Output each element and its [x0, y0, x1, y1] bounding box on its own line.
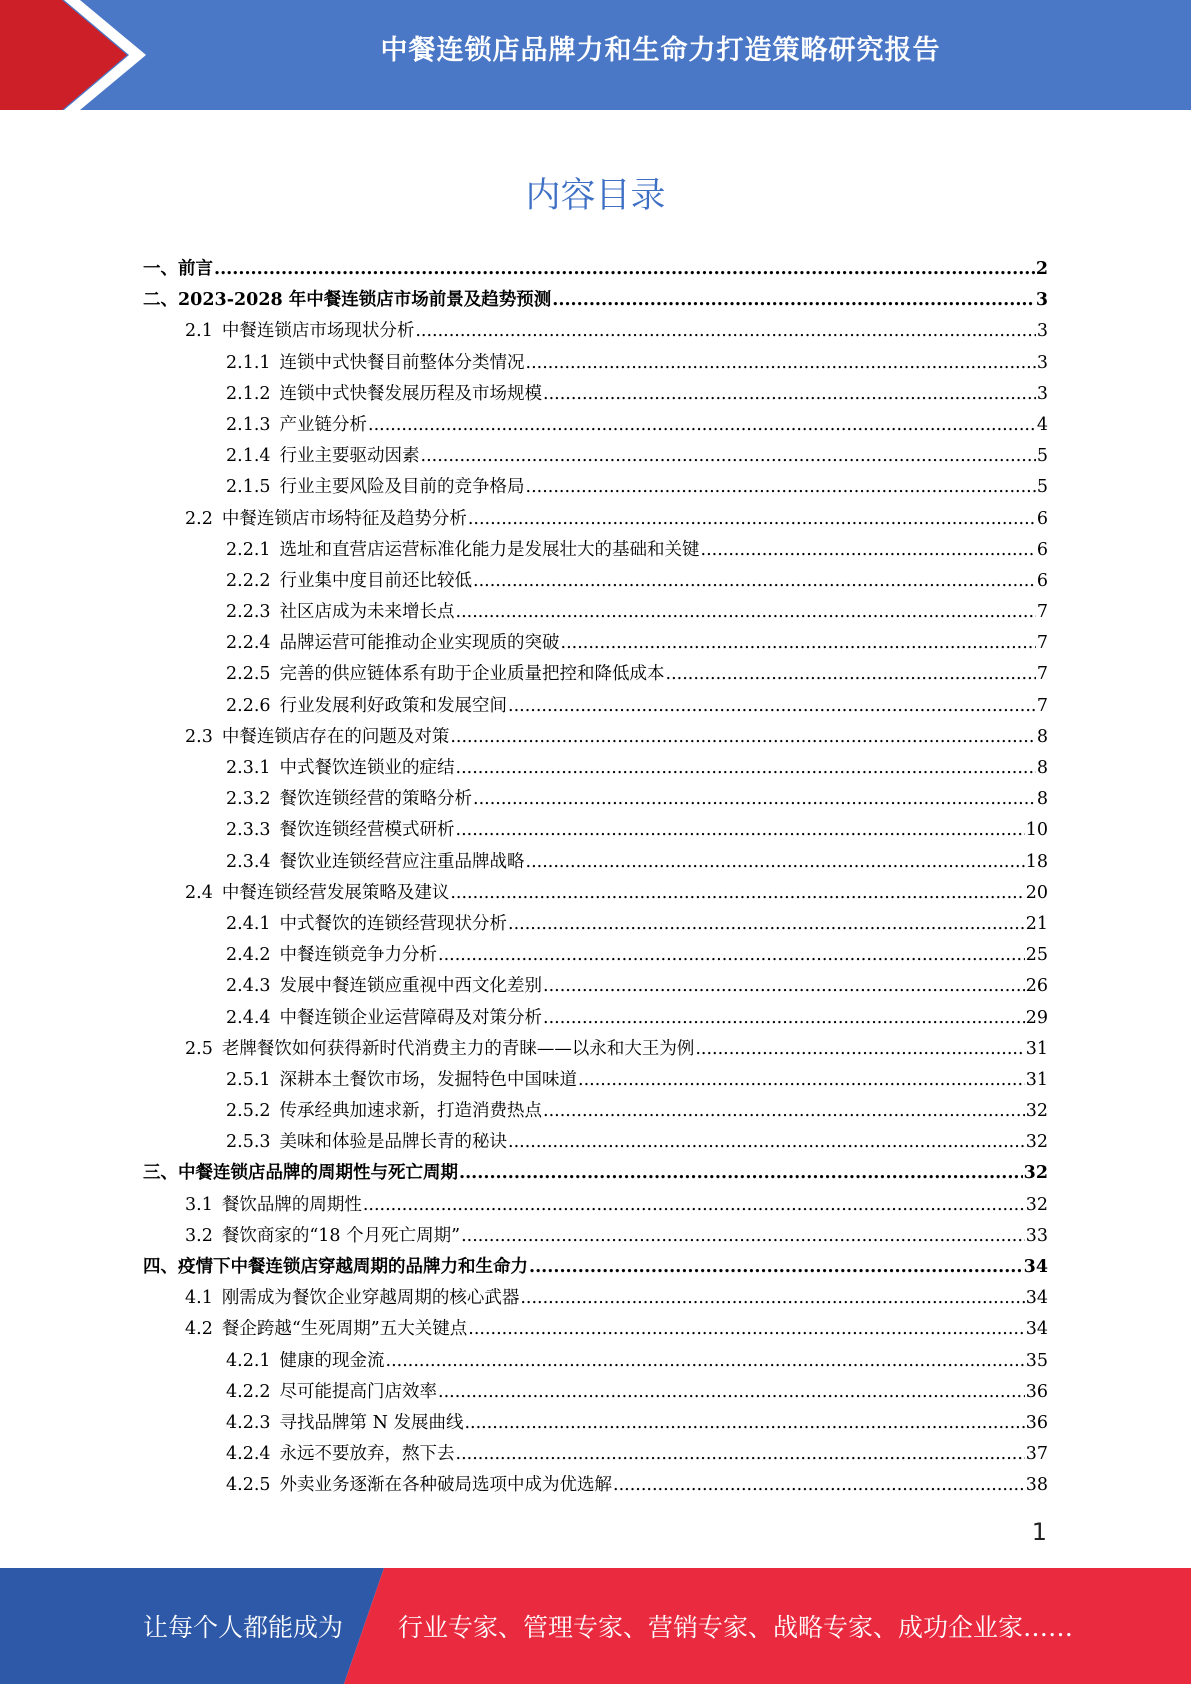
- toc-entry-page: 29: [1025, 1007, 1048, 1028]
- toc-entry-title: 品牌运营可能推动企业实现质的突破: [279, 633, 560, 654]
- toc-entry-number: 2.1: [185, 321, 213, 342]
- toc-dot-leader: [421, 441, 1036, 472]
- toc-entry[interactable]: [143, 504, 1048, 535]
- toc-entry-title: 永远不要放弃，熬下去: [279, 1444, 455, 1465]
- toc-entry[interactable]: [143, 1408, 1048, 1439]
- toc-entry-page: 31: [1025, 1038, 1048, 1059]
- toc-entry[interactable]: [143, 878, 1048, 909]
- toc-dot-leader: [543, 379, 1036, 410]
- toc-dot-leader: [666, 659, 1036, 690]
- toc-entry-number: 2.2.1: [226, 539, 271, 560]
- toc-dot-leader: [508, 909, 1025, 940]
- toc-entry[interactable]: [143, 1346, 1048, 1377]
- toc-entry[interactable]: [143, 628, 1048, 659]
- toc-entry-number: 4.2: [185, 1319, 213, 1340]
- toc-entry-page: 35: [1025, 1350, 1048, 1371]
- toc-dot-leader: [450, 878, 1024, 909]
- toc-entry-title: 2023-2028 年中餐连锁店市场前景及趋势预测: [178, 290, 552, 311]
- toc-entry-number: 三、: [143, 1163, 178, 1184]
- toc-entry-title: 中餐连锁店市场特征及趋势分析: [221, 508, 467, 529]
- toc-entry-title: 中式餐饮连锁业的症结: [279, 758, 455, 778]
- toc-dot-leader: [456, 815, 1025, 846]
- toc-entry[interactable]: [143, 254, 1048, 285]
- toc-dot-leader: [456, 597, 1036, 628]
- toc-entry[interactable]: [143, 1283, 1048, 1314]
- toc-dot-leader: [438, 940, 1025, 971]
- toc-entry[interactable]: [143, 1065, 1048, 1096]
- toc-entry[interactable]: [143, 1003, 1048, 1034]
- toc-entry-page: 32: [1025, 1132, 1048, 1153]
- toc-entry[interactable]: [143, 971, 1048, 1002]
- header-arrow-decoration: [0, 0, 200, 110]
- toc-dot-leader: [695, 1034, 1024, 1065]
- toc-entry[interactable]: [143, 1034, 1048, 1065]
- toc-entry-title: 行业发展利好政策和发展空间: [279, 695, 508, 716]
- toc-entry-number: 4.2.2: [226, 1381, 271, 1402]
- toc-entry-page: 7: [1036, 664, 1048, 685]
- toc-dot-leader: [468, 504, 1036, 535]
- toc-entry-number: 2.3.2: [226, 789, 271, 810]
- toc-dot-leader: [438, 1377, 1025, 1408]
- toc-dot-leader: [456, 753, 1036, 784]
- report-title: 中餐连锁店品牌力和生命力打造策略研究报告: [380, 35, 941, 66]
- toc-entry-page: 31: [1025, 1069, 1048, 1090]
- toc-entry-number: 2.1.5: [226, 477, 271, 498]
- toc-entry[interactable]: [143, 535, 1048, 566]
- toc-entry-number: 4.2.4: [226, 1444, 271, 1465]
- toc-entry-number: 2.5: [185, 1038, 213, 1059]
- toc-entry-page: 8: [1036, 789, 1048, 810]
- toc-entry-page: 36: [1025, 1381, 1048, 1402]
- toc-entry-number: 4.2.1: [226, 1350, 271, 1371]
- toc-entry-number: 2.5.3: [226, 1132, 271, 1153]
- toc-dot-leader: [459, 1158, 1023, 1189]
- toc-dot-leader: [368, 410, 1036, 441]
- toc-entry[interactable]: [143, 1158, 1048, 1189]
- toc-entry[interactable]: [143, 847, 1048, 878]
- toc-dot-leader: [543, 971, 1025, 1002]
- toc-entry-number: 2.2: [185, 508, 213, 529]
- toc-entry[interactable]: [143, 1377, 1048, 1408]
- toc-entry-number: 2.3: [185, 726, 213, 747]
- toc-entry-number: 2.2.4: [226, 633, 271, 654]
- toc-entry[interactable]: [143, 1190, 1048, 1221]
- page-footer: [0, 1568, 1191, 1684]
- toc-entry[interactable]: [143, 1096, 1048, 1127]
- toc-entry-title: 产业链分析: [279, 414, 368, 435]
- toc-entry-page: 37: [1025, 1444, 1048, 1465]
- toc-entry[interactable]: [143, 784, 1048, 815]
- toc-entry-title: 中餐连锁企业运营障碍及对策分析: [279, 1007, 543, 1028]
- toc-entry-page: 7: [1036, 695, 1048, 716]
- toc-entry-title: 餐饮连锁经营的策略分析: [279, 789, 473, 810]
- footer-slogan-right: 行业专家、管理专家、营销专家、战略专家、成功企业家……: [398, 1613, 1074, 1642]
- toc-dot-leader: [552, 285, 1035, 316]
- toc-entry[interactable]: [143, 348, 1048, 379]
- toc-entry-page: 4: [1036, 414, 1048, 435]
- toc-entry-page: 34: [1025, 1319, 1048, 1340]
- toc-dot-leader: [526, 847, 1025, 878]
- toc-entry[interactable]: [143, 316, 1048, 347]
- toc-entry-title: 中餐连锁经营发展策略及建议: [221, 882, 450, 903]
- toc-dot-leader: [701, 535, 1036, 566]
- toc-entry-page: 6: [1036, 508, 1048, 529]
- toc-entry-title: 健康的现金流: [279, 1350, 385, 1371]
- toc-entry-page: 8: [1036, 758, 1048, 778]
- toc-entry-title: 连锁中式快餐发展历程及市场规模: [279, 383, 543, 404]
- toc-entry-number: 2.3.4: [226, 851, 271, 872]
- toc-entry-title: 行业主要驱动因素: [279, 446, 420, 467]
- toc-dot-leader: [543, 1096, 1025, 1127]
- toc-entry-number: 2.5.1: [226, 1069, 271, 1090]
- toc-entry-number: 2.1.4: [226, 446, 271, 467]
- toc-entry-title: 刚需成为餐饮企业穿越周期的核心武器: [221, 1288, 520, 1309]
- toc-entry-number: 2.1.1: [226, 352, 271, 373]
- toc-entry-number: 2.4: [185, 882, 213, 903]
- toc-entry[interactable]: [143, 1314, 1048, 1345]
- toc-entry-page: 10: [1025, 820, 1048, 841]
- toc-entry-page: 2: [1035, 259, 1048, 279]
- toc-entry-number: 2.1.2: [226, 383, 271, 404]
- toc-entry[interactable]: [143, 753, 1048, 784]
- table-of-contents: [143, 254, 1048, 1502]
- toc-dot-leader: [461, 1221, 1025, 1252]
- toc-entry-title: 连锁中式快餐目前整体分类情况: [279, 352, 525, 373]
- toc-entry-title: 行业主要风险及目前的竞争格局: [279, 477, 525, 498]
- toc-entry-number: 4.1: [185, 1288, 213, 1309]
- toc-entry[interactable]: [143, 410, 1048, 441]
- toc-entry-number: 2.2.5: [226, 664, 271, 685]
- toc-entry[interactable]: [143, 1221, 1048, 1252]
- toc-entry-title: 外卖业务逐渐在各种破局选项中成为优选解: [279, 1475, 613, 1496]
- toc-entry-number: 2.3.1: [226, 758, 271, 778]
- page-number: 1: [1031, 1518, 1047, 1546]
- toc-entry-page: 32: [1025, 1101, 1048, 1122]
- toc-dot-leader: [468, 1314, 1024, 1345]
- toc-entry-title: 完善的供应链体系有助于企业质量把控和降低成本: [279, 664, 665, 685]
- toc-entry-title: 中餐连锁店存在的问题及对策: [221, 726, 450, 747]
- toc-entry-title: 疫情下中餐连锁店穿越周期的品牌力和生命力: [178, 1257, 528, 1277]
- toc-entry[interactable]: [143, 597, 1048, 628]
- toc-entry[interactable]: [143, 1439, 1048, 1470]
- toc-entry[interactable]: [143, 815, 1048, 846]
- toc-dot-leader: [415, 316, 1036, 347]
- toc-entry-number: 2.2.3: [226, 602, 271, 623]
- toc-entry-number: 2.2.6: [226, 695, 271, 716]
- toc-entry-number: 2.4.3: [226, 976, 271, 997]
- toc-entry-title: 传承经典加速求新，打造消费热点: [279, 1101, 543, 1122]
- toc-entry-number: 3.2: [185, 1225, 213, 1246]
- toc-entry-page: 3: [1035, 290, 1048, 311]
- toc-entry-page: 3: [1036, 352, 1048, 373]
- toc-entry[interactable]: [143, 659, 1048, 690]
- toc-dot-leader: [450, 722, 1036, 753]
- toc-entry-page: 34: [1023, 1257, 1048, 1277]
- toc-entry-title: 餐饮连锁经营模式研析: [279, 820, 455, 841]
- toc-dot-leader: [520, 1283, 1024, 1314]
- toc-entry-title: 中式餐饮的连锁经营现状分析: [279, 913, 508, 934]
- toc-entry-title: 餐饮品牌的周期性: [221, 1194, 362, 1215]
- toc-dot-leader: [561, 628, 1036, 659]
- toc-entry-title: 选址和直营店运营标准化能力是发展壮大的基础和关键: [279, 539, 700, 560]
- toc-entry-number: 2.4.2: [226, 945, 271, 966]
- toc-dot-leader: [363, 1190, 1025, 1221]
- toc-dot-leader: [456, 1439, 1025, 1470]
- toc-entry[interactable]: [143, 722, 1048, 753]
- toc-entry-page: 36: [1025, 1412, 1048, 1433]
- toc-entry-page: 6: [1036, 539, 1048, 560]
- toc-entry-title: 行业集中度目前还比较低: [279, 570, 473, 591]
- toc-dot-leader: [543, 1003, 1025, 1034]
- toc-entry-number: 2.1.3: [226, 414, 271, 435]
- toc-entry[interactable]: [143, 441, 1048, 472]
- toc-entry-title: 老牌餐饮如何获得新时代消费主力的青睐——以永和大王为例: [221, 1038, 695, 1059]
- toc-entry-title: 中餐连锁店品牌的周期性与死亡周期: [178, 1163, 458, 1184]
- toc-entry-title: 社区店成为未来增长点: [279, 602, 455, 623]
- toc-entry-page: 21: [1025, 913, 1048, 934]
- toc-entry-title: 发展中餐连锁应重视中西文化差别: [279, 976, 543, 997]
- toc-entry-page: 8: [1036, 726, 1048, 747]
- toc-entry[interactable]: [143, 379, 1048, 410]
- toc-entry-title: 餐饮商家的“18 个月死亡周期”: [221, 1225, 461, 1246]
- toc-dot-leader: [613, 1470, 1025, 1501]
- toc-entry-number: 2.2.2: [226, 570, 271, 591]
- toc-entry-page: 20: [1025, 882, 1048, 903]
- toc-dot-leader: [473, 784, 1036, 815]
- toc-dot-leader: [508, 691, 1036, 722]
- toc-dot-leader: [464, 1408, 1024, 1439]
- toc-dot-leader: [386, 1346, 1025, 1377]
- toc-dot-leader: [473, 566, 1036, 597]
- toc-entry-number: 3.1: [185, 1194, 213, 1215]
- toc-entry[interactable]: [143, 472, 1048, 503]
- toc-entry-number: 2.4.1: [226, 913, 271, 934]
- toc-entry-number: 四、: [143, 1257, 178, 1277]
- toc-entry-page: 7: [1036, 602, 1048, 623]
- toc-entry[interactable]: [143, 1127, 1048, 1158]
- toc-entry-number: 2.4.4: [226, 1007, 271, 1028]
- toc-entry-page: 32: [1025, 1194, 1048, 1215]
- toc-dot-leader: [526, 348, 1036, 379]
- toc-dot-leader: [529, 1252, 1023, 1283]
- toc-dot-leader: [214, 254, 1035, 285]
- toc-entry-title: 中餐连锁竞争力分析: [279, 945, 438, 966]
- toc-entry-number: 一、: [143, 259, 178, 279]
- toc-entry-number: 4.2.5: [226, 1475, 271, 1496]
- toc-entry-page: 3: [1036, 383, 1048, 404]
- toc-entry[interactable]: [143, 285, 1048, 316]
- toc-entry-page: 18: [1025, 851, 1048, 872]
- toc-entry-page: 25: [1025, 945, 1048, 966]
- toc-entry-title: 餐饮业连锁经营应注重品牌战略: [279, 851, 525, 872]
- toc-entry-page: 34: [1025, 1288, 1048, 1309]
- toc-entry-number: 二、: [143, 290, 178, 311]
- toc-dot-leader: [508, 1127, 1025, 1158]
- footer-slogan-left: 让每个人都能成为: [143, 1613, 344, 1642]
- toc-entry-title: 餐企跨越“生死周期”五大关键点: [221, 1319, 468, 1340]
- toc-entry-title: 尽可能提高门店效率: [279, 1381, 438, 1402]
- toc-entry-title: 美味和体验是品牌长青的秘诀: [279, 1132, 508, 1153]
- toc-entry[interactable]: [143, 909, 1048, 940]
- toc-heading: 内容目录: [525, 176, 666, 216]
- toc-entry-page: 5: [1036, 446, 1048, 467]
- toc-entry[interactable]: [143, 940, 1048, 971]
- toc-entry-title: 深耕本土餐饮市场，发掘特色中国味道: [279, 1069, 578, 1090]
- toc-dot-leader: [526, 472, 1036, 503]
- toc-entry-page: 7: [1036, 633, 1048, 654]
- toc-entry-page: 3: [1036, 321, 1048, 342]
- toc-entry[interactable]: [143, 1470, 1048, 1501]
- page-header: [0, 0, 1191, 110]
- toc-entry-page: 5: [1036, 477, 1048, 498]
- toc-entry-page: 38: [1025, 1475, 1048, 1496]
- toc-dot-leader: [578, 1065, 1025, 1096]
- toc-entry-page: 26: [1025, 976, 1048, 997]
- toc-entry-title: 中餐连锁店市场现状分析: [221, 321, 415, 342]
- toc-entry-title: 寻找品牌第 N 发展曲线: [279, 1412, 464, 1433]
- toc-entry[interactable]: [143, 691, 1048, 722]
- toc-entry-page: 6: [1036, 570, 1048, 591]
- toc-entry[interactable]: [143, 1252, 1048, 1283]
- toc-entry-number: 2.5.2: [226, 1101, 271, 1122]
- toc-entry[interactable]: [143, 566, 1048, 597]
- toc-entry-page: 33: [1025, 1225, 1048, 1246]
- toc-entry-number: 2.3.3: [226, 820, 271, 841]
- toc-entry-title: 前言: [178, 259, 213, 279]
- toc-entry-number: 4.2.3: [226, 1412, 271, 1433]
- toc-entry-page: 32: [1023, 1163, 1048, 1184]
